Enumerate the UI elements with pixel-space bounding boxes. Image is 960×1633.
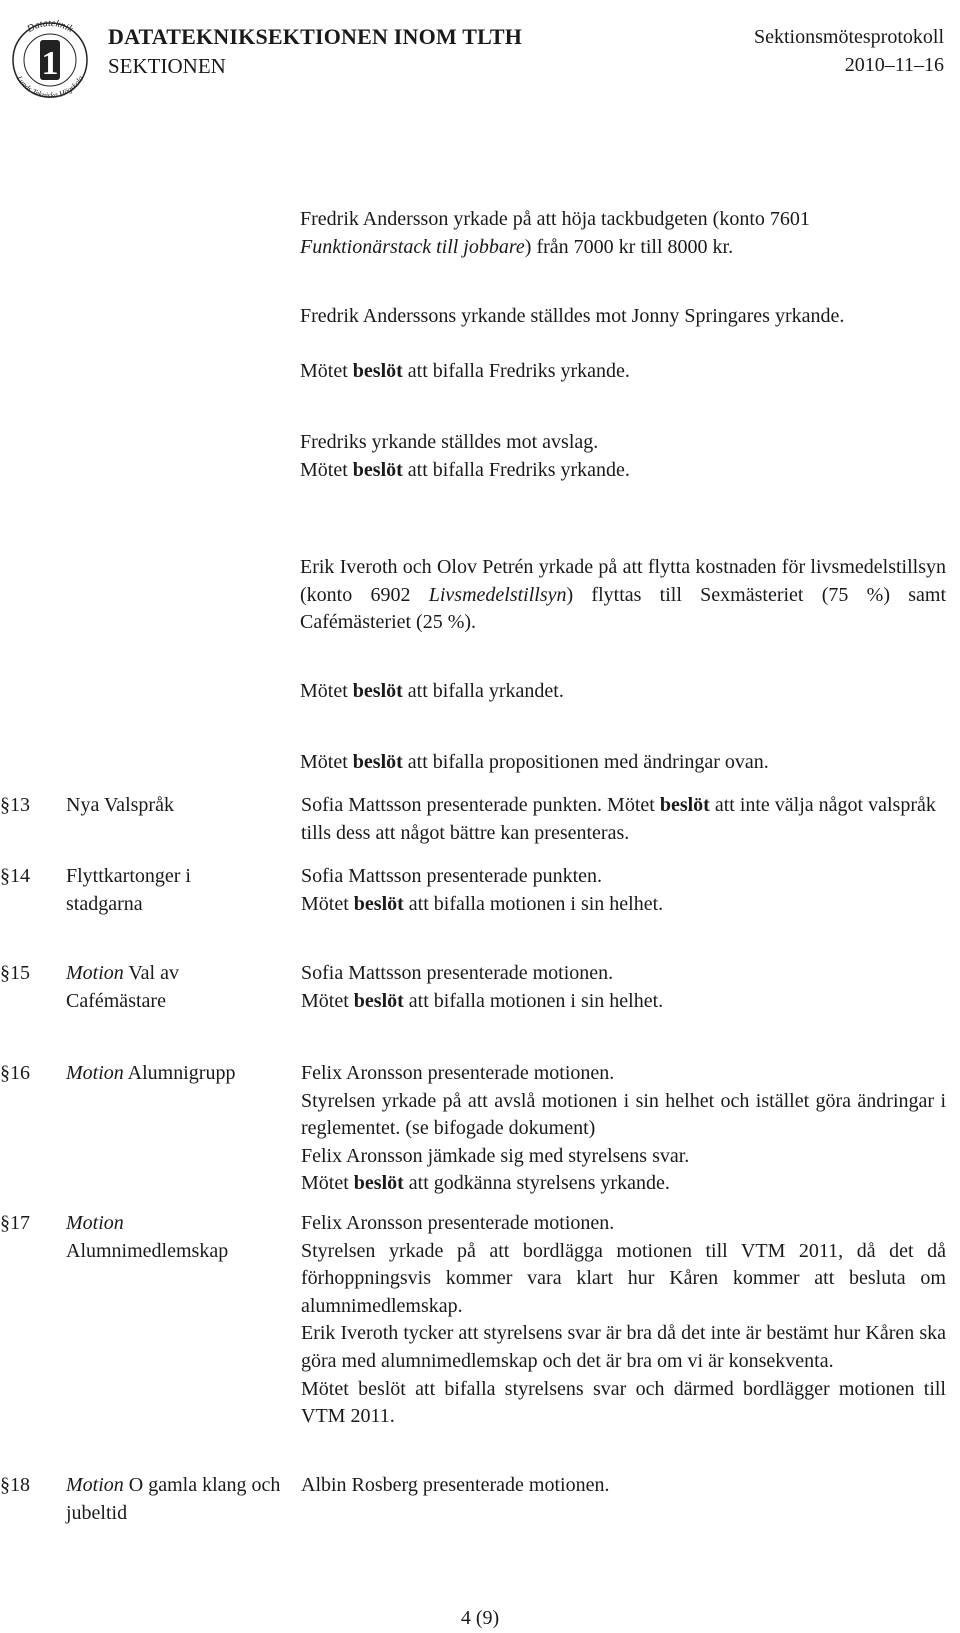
decision-text: att inte välja något valspråk tills dess att något bättre kan presenteras.: [301, 794, 936, 844]
decision-line: [300, 678, 946, 706]
motet-label: Mötet: [300, 360, 348, 382]
item-title: [66, 1472, 286, 1527]
beslot-label: beslöt: [353, 989, 404, 1012]
decision-text: att bifalla motionen i sin helhet.: [408, 892, 664, 915]
decision-line: [300, 457, 946, 485]
item-title-text: Val av Cafémästare: [66, 962, 179, 1012]
paragraph-livsmedelstillsyn: [300, 554, 946, 637]
organization-sub: SEKTIONEN: [108, 54, 226, 78]
paragraph-text: Erik Iveroth och Olov Petrén yrkade på att flytta kostnaden för livsmedelstillsyn (konto 6902: [300, 556, 946, 606]
beslot-label: beslöt: [353, 1172, 404, 1195]
item-body: [301, 863, 946, 918]
item-body: [301, 960, 946, 1015]
item-title-text: O gamla klang och jubeltid: [66, 1474, 281, 1524]
item-text: Mötet beslöt att bifalla styrelsens svar och därmed bordlägger motionen till VTM 2011.: [301, 1377, 946, 1428]
item-title: [66, 960, 216, 1015]
item-body: [301, 1060, 946, 1198]
page-header: [0, 18, 960, 98]
motet-label: Mötet: [300, 680, 348, 702]
item-text: Albin Rosberg presenterade motionen.: [301, 1474, 610, 1496]
decision-text: att bifalla propositionen med ändringar ovan.: [407, 751, 769, 773]
item-body: [301, 1472, 946, 1500]
beslot-label: beslöt: [352, 458, 403, 481]
item-title: Flyttkartonger i stadgarna: [66, 865, 191, 915]
decision-line: [301, 988, 946, 1016]
section-number: §14: [0, 865, 30, 887]
item-text: Erik Iveroth tycker att styrelsens svar är bra då det inte är bestämt hur Kåren ska göra med alumnimedlemskap och det är bra om vi är konsekventa.: [301, 1322, 946, 1372]
item-title-text: Alumnigrupp: [123, 1062, 236, 1084]
item-title: [66, 1210, 290, 1265]
motion-label: Motion: [66, 962, 124, 984]
item-text: Felix Aronsson jämkade sig med styrelsens svar.: [301, 1144, 690, 1167]
item-text: Sofia Mattsson presenterade motionen.: [301, 962, 614, 984]
section-number: §17: [0, 1212, 30, 1234]
section-number: §13: [0, 794, 30, 816]
motet-label: Mötet: [301, 989, 349, 1012]
logo-numeral: 1: [41, 45, 59, 82]
motet-label: Mötet: [301, 1172, 349, 1195]
item-text: Sofia Mattsson presenterade punkten.: [301, 865, 603, 887]
item-title: [66, 1060, 290, 1088]
decision-text: att bifalla Fredriks yrkande.: [407, 360, 630, 382]
beslot-label: beslöt: [353, 892, 404, 915]
item-title-text: Alumnimedlemskap: [66, 1239, 229, 1262]
section-number: §18: [0, 1474, 30, 1496]
svg-text:Datateknik: Datateknik: [25, 20, 75, 36]
decision-text: att godkänna styrelsens yrkande.: [408, 1172, 670, 1195]
account-name: Funktionärstack till jobbare: [300, 235, 525, 258]
decision-line: [300, 358, 946, 386]
paragraph-line: Fredrik Andersson yrkade på att höja tackbudgeten (konto 7601: [300, 208, 810, 230]
item-text: Styrelsen yrkade på att bordlägga motionen till VTM 2011, då det då förhoppningsvis kommer vara klart hur Kåren kommer att besluta om alumnimedlemskap.: [301, 1239, 946, 1317]
motion-label: Motion: [66, 1474, 124, 1496]
decision-text: att bifalla Fredriks yrkande.: [407, 458, 630, 481]
item-text: Sofia Mattsson presenterade punkten.: [301, 794, 603, 816]
decision-line: [301, 1170, 946, 1198]
svg-text:Lunds Tekniska Högskola: Lunds Tekniska Högskola: [14, 74, 86, 98]
motet-label: Mötet: [300, 458, 348, 481]
paragraph-line: Fredriks yrkande ställdes mot avslag.: [300, 431, 599, 453]
motet-label: Mötet: [607, 794, 655, 816]
item-title: Nya Valspråk: [66, 794, 174, 816]
section-number: §16: [0, 1062, 30, 1084]
section-logo: [0, 20, 100, 98]
beslot-label: beslöt: [352, 360, 403, 382]
item-body: [301, 1210, 946, 1431]
paragraph-avslag: [300, 429, 946, 484]
decision-text: att bifalla yrkandet.: [407, 680, 564, 702]
beslot-label: beslöt: [352, 751, 403, 773]
motet-label: Mötet: [300, 751, 348, 773]
paragraph-yrkande-mot: [300, 303, 946, 331]
item-text: Styrelsen yrkade på att avslå motionen i sin helhet och istället göra ändringar i reglementet. (se bifogade dokument): [301, 1089, 946, 1140]
item-text: Felix Aronsson presenterade motionen.: [301, 1212, 615, 1234]
item-text: Felix Aronsson presenterade motionen.: [301, 1062, 615, 1084]
section-number: §15: [0, 962, 30, 984]
decision-text: att bifalla motionen i sin helhet.: [408, 989, 664, 1012]
account-name: Livsmedelstillsyn: [428, 583, 567, 606]
paragraph-text: ) från 7000 kr till 8000 kr.: [524, 235, 734, 258]
paragraph-line: [300, 234, 946, 262]
decision-line: [300, 749, 946, 777]
motet-label: Mötet: [301, 892, 349, 915]
document-type: Sektionsmötesprotokoll: [754, 26, 944, 48]
document-date: 2010–11–16: [844, 54, 944, 76]
beslot-label: beslöt: [659, 794, 710, 816]
page-number: 4 (9): [460, 1607, 500, 1629]
item-body: [301, 792, 946, 847]
paragraph-tack-budget: [300, 206, 946, 261]
motion-label: Motion: [66, 1212, 124, 1234]
motion-label: Motion: [66, 1062, 124, 1084]
decision-line: [301, 891, 946, 919]
paragraph-text: Fredrik Anderssons yrkande ställdes mot Jonny Springares yrkande.: [300, 305, 845, 327]
organization-name: DATATEKNIKSEKTIONEN INOM TLTH: [108, 24, 523, 49]
beslot-label: beslöt: [352, 680, 403, 702]
paragraph-text: ) flyttas till Sexmästeriet (75 %) samt Cafémästeriet (25 %).: [300, 583, 947, 634]
